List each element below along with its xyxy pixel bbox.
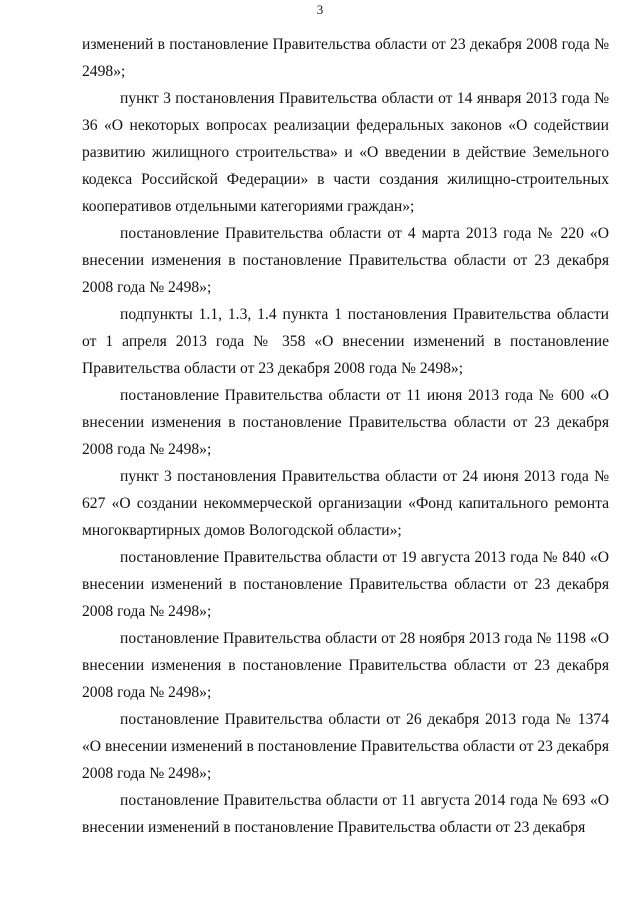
paragraph-5: постановление Правительства области от 11 июня 2013 года № 600 «О внесении изменения в постановление Правительства области от 23 декабря 2008 года № 2498»; xyxy=(82,387,609,458)
paragraph-4: подпункты 1.1, 1.3, 1.4 пункта 1 постановления Правительства области от 1 апреля 2013 года № 358 «О внесении изменений в постановление Правительства области от 23 декабря 2008 года № 2498»; xyxy=(82,306,609,377)
page-number: 3 xyxy=(316,2,324,17)
paragraph-6: пункт 3 постановления Правительства области от 24 июня 2013 года № 627 «О создании некоммерческой организации «Фонд капитального ремонта многоквартирных домов Вологодской области»; xyxy=(82,468,609,539)
document-body xyxy=(82,31,609,841)
paragraph-7: постановление Правительства области от 19 августа 2013 года № 840 «О внесении изменений в постановление Правительства области от 23 декабря 2008 года № 2498»; xyxy=(82,549,609,620)
paragraph-3: постановление Правительства области от 4 марта 2013 года № 220 «О внесении изменения в постановление Правительства области от 23 декабря 2008 года № 2498»; xyxy=(82,225,609,296)
paragraph-10: постановление Правительства области от 11 августа 2014 года № 693 «О внесении изменений в постановление Правительства области от 23 декабря xyxy=(82,792,609,836)
paragraph-9: постановление Правительства области от 26 декабря 2013 года № 1374 «О внесении изменений в постановление Правительства области от 23 декабря 2008 года № 2498»; xyxy=(82,711,609,782)
paragraph-2: пункт 3 постановления Правительства области от 14 января 2013 года № 36 «О некоторых вопросах реализации федеральных законов «О содействии развитию жилищного строительства» и «О введении в действие Земельного кодекса Российской Федерации» в части создания жилищно-строительных кооперативов отдельными категориями граждан»; xyxy=(82,90,609,215)
paragraph-8: постановление Правительства области от 28 ноября 2013 года № 1198 «О внесении изменения в постановление Правительства области от 23 декабря 2008 года № 2498»; xyxy=(82,630,609,701)
paragraph-1: изменений в постановление Правительства области от 23 декабря 2008 года № 2498»; xyxy=(82,36,609,80)
